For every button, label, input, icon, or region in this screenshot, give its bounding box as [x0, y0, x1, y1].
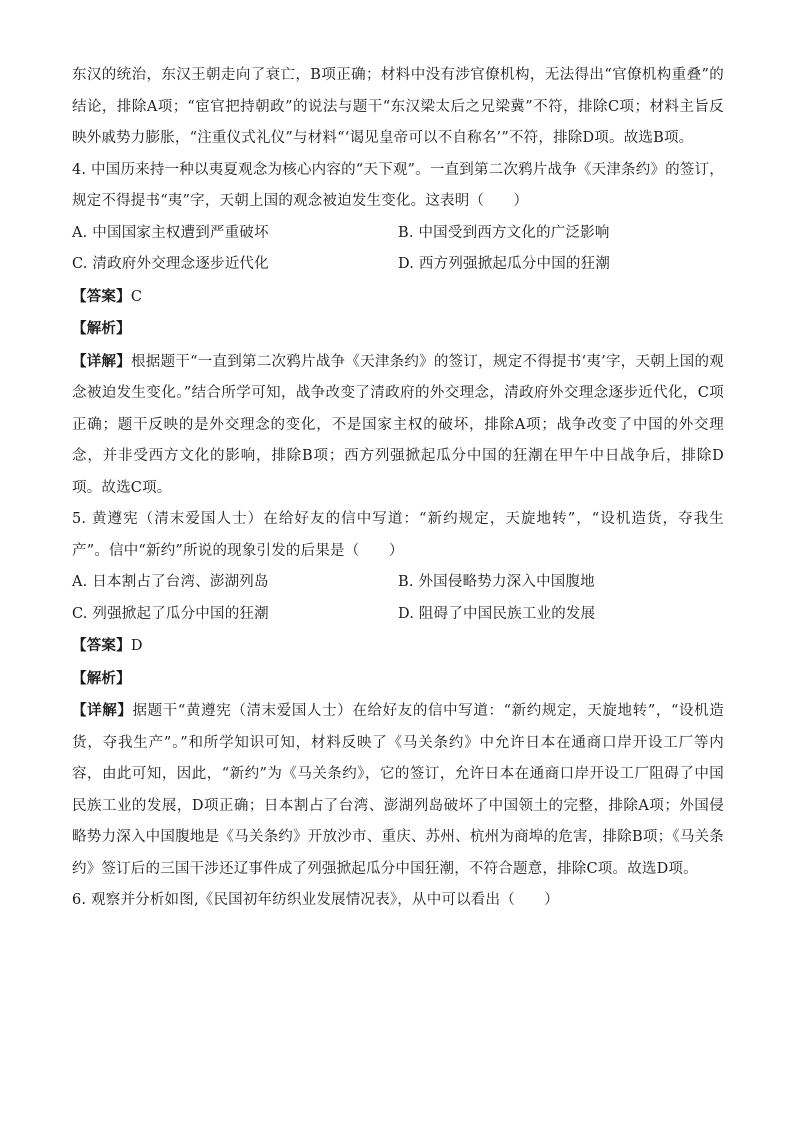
question-4-stem: 4. 中国历来持一种以夷夏观念为核心内容的“天下观”。一直到第二次鸦片战争《天津条约》的签订，规定不得提书“夷”字，天朝上国的观念被迫发生变化。这表明（ ）	[72, 161, 724, 209]
detail-text: 根据题干“一直到第二次鸦片战争《天津条约》的签订，规定不得提书‘夷’字，天朝上国的观念被迫发生变化。”结合所学可知，战争改变了清政府的外交理念，清政府外交理念逐步近代化，C项正确；题干反映的是外交理念的变化，不是国家主权的破坏，排除A项；战争改变了中国的外交理念，并非受西方文化的影响，排除B项；西方列强掀起瓜分中国的狂潮在甲午中日战争后，排除D项。故选C项。	[72, 353, 724, 496]
question-5-stem: 5. 黄遵宪（清末爱国人士）在给好友的信中写道：“新约规定，天旋地转”，“设机造货，夺我生产”。信中“新约”所说的现象引发的后果是（ ）	[72, 511, 724, 559]
question-6-stem: 6. 观察并分析如图,《民国初年纺织业发展情况表》，从中可以看出（ ）	[72, 892, 559, 908]
answer-value: D	[130, 638, 143, 654]
question-5-option-d: D. 阻碍了中国民族工业的发展	[398, 605, 596, 622]
detail-text: 据题干“黄遵宪（清末爱国人士）在给好友的信中写道：“新约规定，天旋地转”，“设机造货，夺我生产”。”和所学知识可知，材料反映了《马关条约》中允许日本在通商口岸开设工厂等内容，由此可知，因此，“新约”为《马关条约》，它的签订，允许日本在通商口岸开设工厂阻碍了中国民族工业的发展，D项正确；日本割占了台湾、澎湖列岛破坏了中国领土的完整，排除A项；外国侵略势力深入中国腹地是《马关条约》开放沙市、重庆、苏州、杭州为商埠的危害，排除B项；《马关条约》签订后的三国干涉还辽事件成了列强掀起瓜分中国狂潮，不符合题意，排除C项。故选D项。	[72, 703, 724, 877]
analysis-tag: 【解析】	[72, 320, 131, 337]
prev-question-explanation: 东汉的统治，东汉王朝走向了衰亡，B项正确；材料中没有涉官僚机构，无法得出“官僚机构重叠”的结论，排除A项；“宦官把持朝政”的说法与题干“东汉梁太后之兄梁冀”不符，排除C项；材料主旨反映外戚势力膨胀，“注重仪式礼仪”与材料“‘谒见皇帝可以不自称名’”不符，排除D项。故选B项。	[72, 67, 724, 146]
analysis-tag: 【解析】	[72, 669, 131, 687]
question-4-detail	[72, 346, 724, 505]
question-4-option-a: A. 中国国家主权遭到严重破坏	[72, 224, 269, 241]
answer-value: C	[130, 288, 143, 305]
question-4-option-b: B. 中国受到西方文化的广泛影响	[398, 224, 610, 241]
detail-tag: 【详解】	[72, 702, 133, 719]
question-5-option-c: C. 列强掀起了瓜分中国的狂潮	[72, 605, 269, 622]
question-5-option-b: B. 外国侵略势力深入中国腹地	[398, 574, 595, 590]
question-4-options	[72, 218, 724, 281]
question-5-detail	[72, 695, 724, 885]
question-4-option-d: D. 西方列强掀起瓜分中国的狂潮	[398, 256, 611, 272]
answer-tag: 【答案】	[72, 287, 131, 305]
question-5-option-a: A. 日本割占了台湾、澎湖列岛	[72, 574, 269, 590]
question-4-option-c: C. 清政府外交理念逐步近代化	[72, 256, 269, 272]
question-4-analysis-label	[72, 313, 724, 346]
detail-tag: 【详解】	[72, 352, 132, 370]
answer-tag: 【答案】	[72, 637, 131, 654]
question-4-answer	[72, 281, 724, 314]
question-5-options	[72, 567, 724, 630]
question-5-analysis-label	[72, 663, 724, 696]
document-page	[72, 60, 724, 917]
question-5-answer	[72, 630, 724, 663]
